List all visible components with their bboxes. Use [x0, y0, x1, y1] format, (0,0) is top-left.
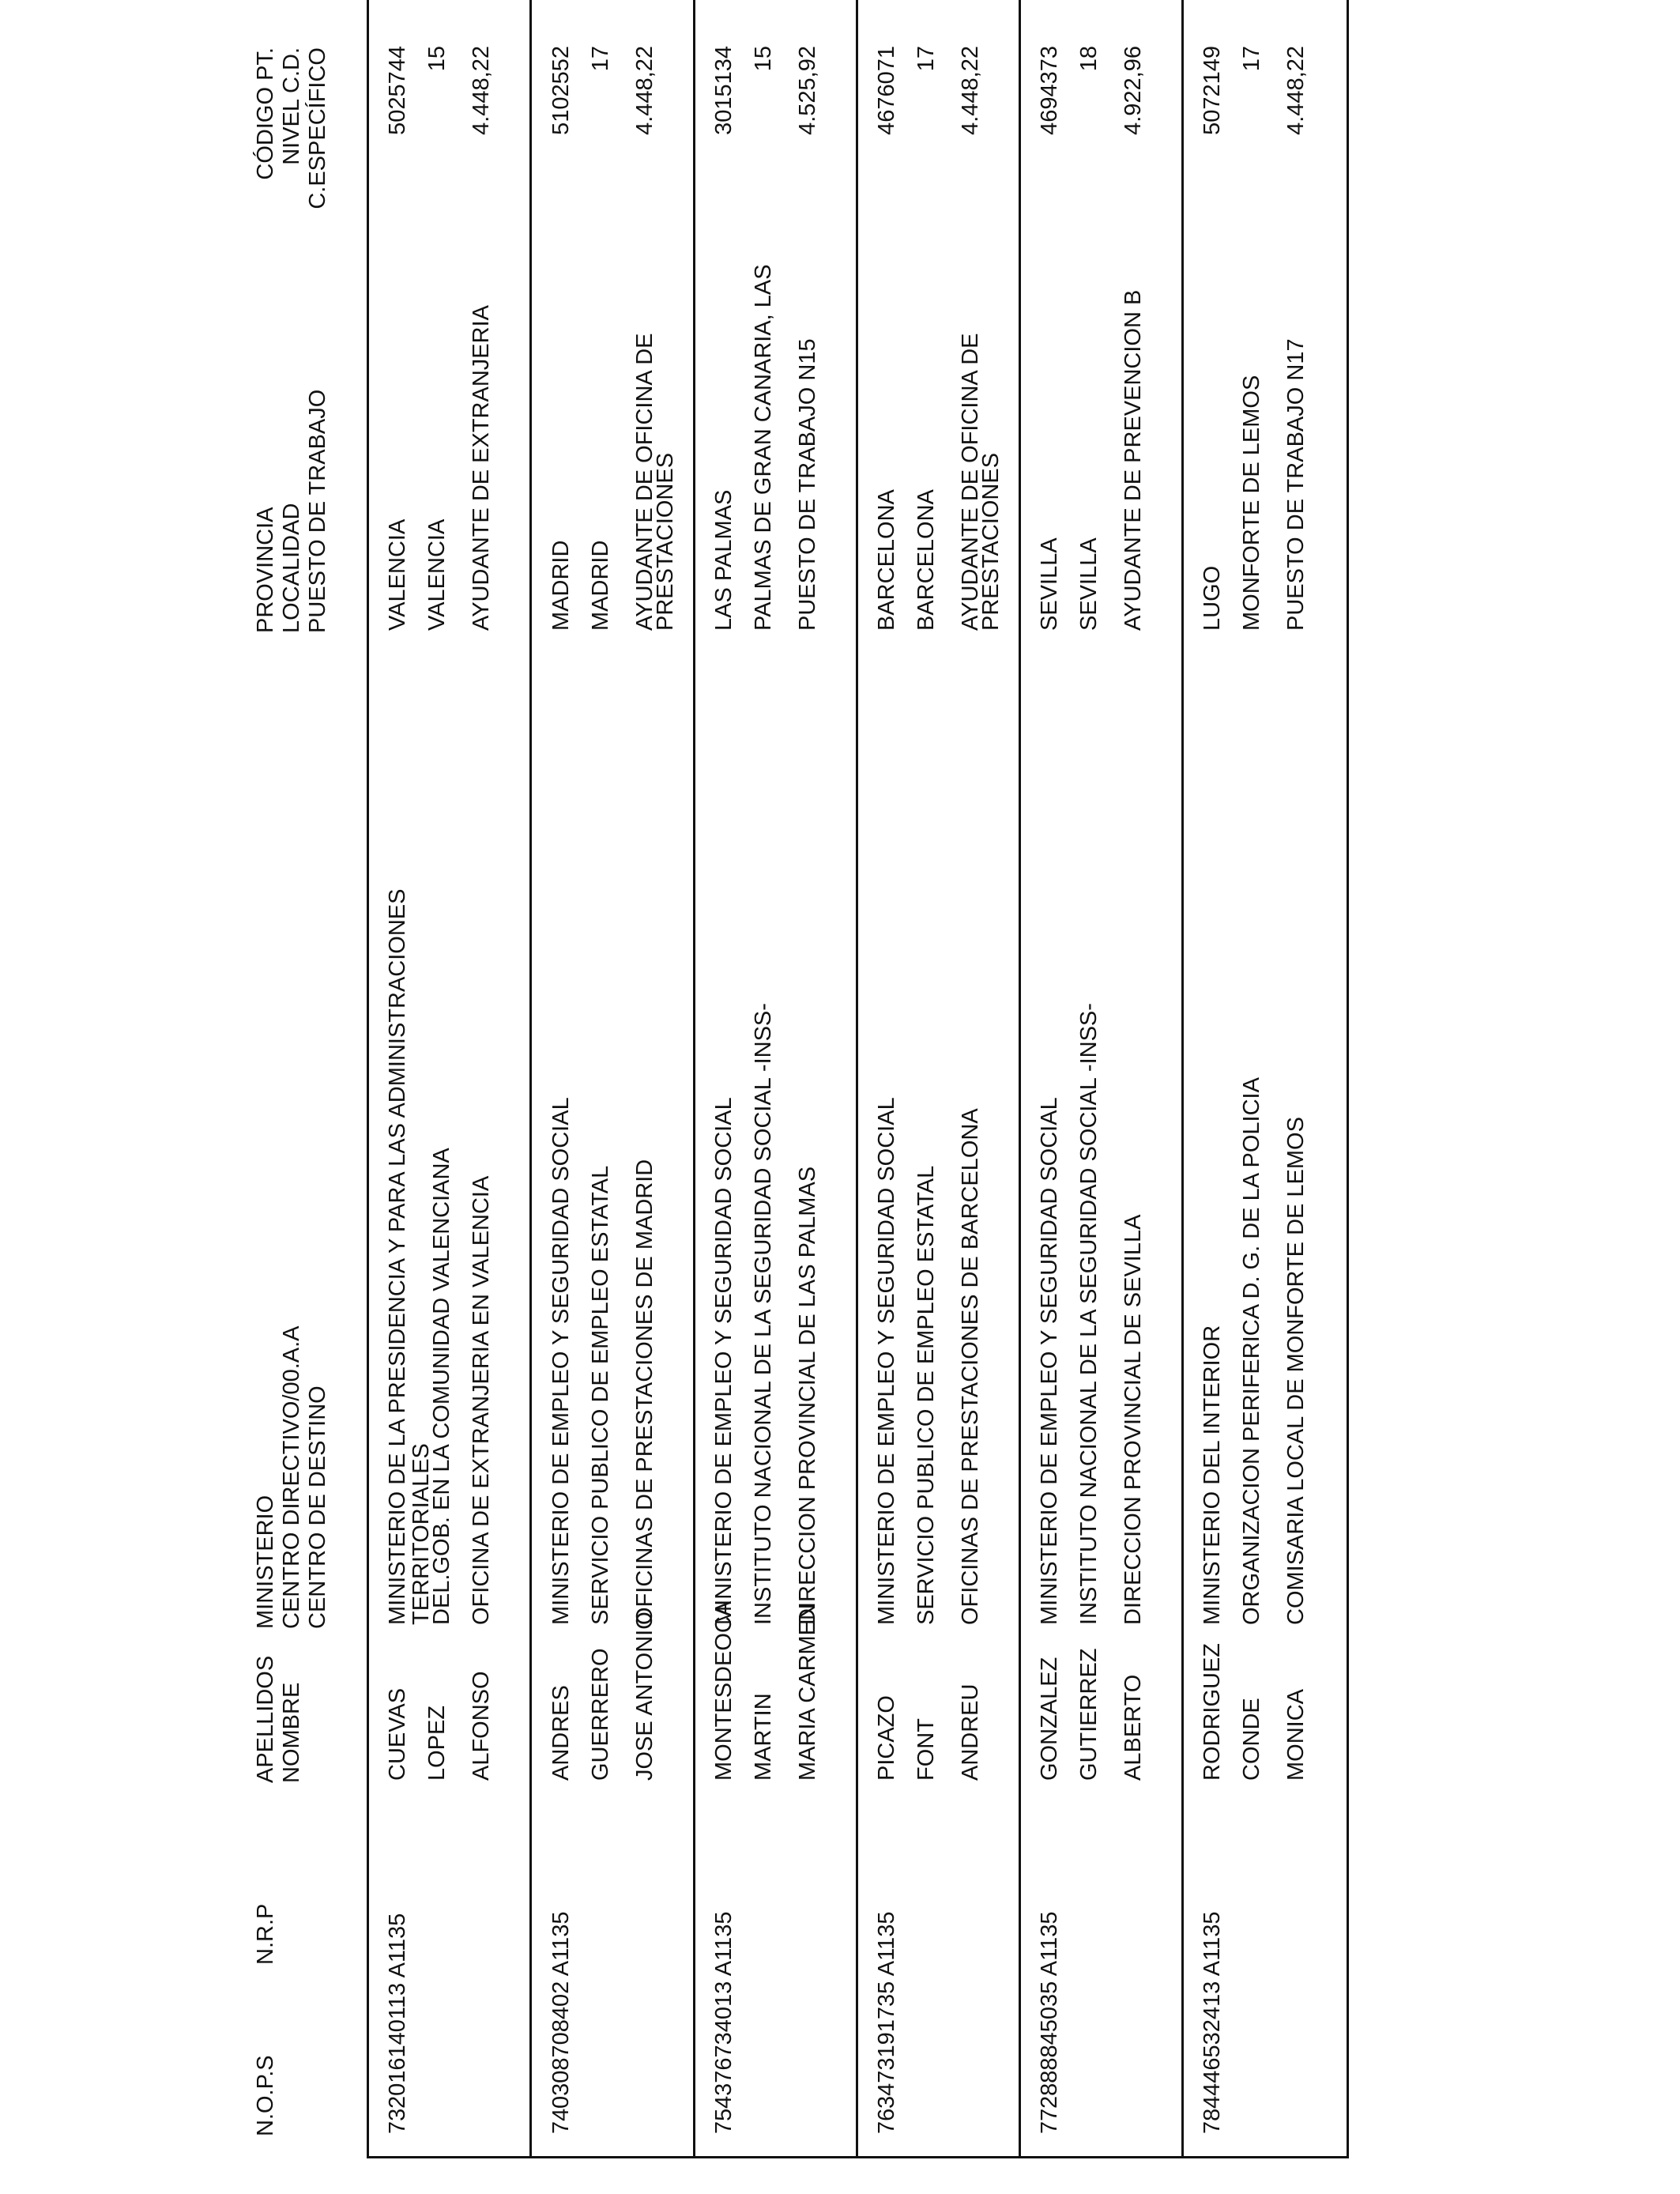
row-number: 78: [1200, 2108, 1225, 2134]
table-row: [1184, 0, 1347, 2156]
table-row: [1021, 0, 1184, 2156]
row-nivel: 17: [1239, 46, 1264, 72]
row-nombre: ALBERTO: [1121, 1674, 1146, 1781]
row-localidad: BARCELONA: [913, 489, 939, 631]
row-nrp: 2016140113 A1135: [385, 1913, 410, 2109]
row-nivel: 18: [1076, 46, 1102, 72]
row-provincia: LUGO: [1200, 565, 1225, 631]
row-apellido2: FONT: [913, 1718, 939, 1781]
row-ministerio-line1: MINISTERIO DE EMPLEO Y SEGURIDAD SOCIAL: [1037, 1097, 1062, 1625]
row-especifico: 4.448,22: [958, 46, 983, 135]
row-centro-destino: DIRECCION PROVINCIAL DE SEVILLA: [1121, 1214, 1146, 1625]
row-puesto-line1: AYUDANTE DE OFICINA DE: [632, 333, 657, 631]
row-especifico: 4.448,22: [1283, 46, 1309, 135]
row-ministerio-line1: MINISTERIO DE LA PRESIDENCIA Y PARA LAS ADMINISTRACIONES: [385, 888, 410, 1625]
row-number: 77: [1037, 2108, 1062, 2134]
header-nops: N.O.P.S: [253, 2055, 278, 2136]
row-number: 75: [711, 2108, 736, 2134]
row-localidad: MONFORTE DE LEMOS: [1239, 375, 1264, 631]
row-apellido1: CUEVAS: [385, 1687, 410, 1781]
row-puesto-line1: AYUDANTE DE EXTRANJERIA: [469, 305, 494, 631]
row-codigo: 4676071: [874, 46, 899, 135]
row-ministerio-line2: TERRITORIALES: [409, 1443, 434, 1625]
header-codigo: CÓDIGO PT. NIVEL C.D. C.ESPECÍFICO: [253, 47, 330, 209]
row-codigo: 3015134: [711, 46, 736, 135]
row-ministerio-line1: MINISTERIO DE EMPLEO Y SEGURIDAD SOCIAL: [711, 1097, 736, 1625]
row-apellido2: LOPEZ: [424, 1705, 450, 1781]
row-nrp: 3473191735 A1135: [874, 1911, 899, 2109]
row-apellido2: GUERRERO: [588, 1648, 613, 1781]
row-nombre: MARIA CARMEN: [795, 1604, 820, 1781]
row-ministerio-line1: MINISTERIO DEL INTERIOR: [1200, 1325, 1225, 1625]
row-apellido1: ANDRES: [548, 1685, 574, 1781]
row-ministerio-line1: MINISTERIO DE EMPLEO Y SEGURIDAD SOCIAL: [548, 1097, 574, 1625]
row-number: 74: [548, 2108, 574, 2134]
row-nivel: 15: [424, 46, 450, 72]
row-localidad: VALENCIA: [424, 518, 450, 631]
row-apellido1: PICAZO: [874, 1695, 899, 1781]
row-localidad: MADRID: [588, 540, 613, 631]
row-number: 76: [874, 2108, 899, 2134]
row-centro-destino: OFICINA DE EXTRANJERIA EN VALENCIA: [469, 1175, 494, 1625]
row-localidad: PALMAS DE GRAN CANARIA, LAS: [751, 264, 776, 631]
row-centro-destino: DIRECCION PROVINCIAL DE LAS PALMAS: [795, 1166, 820, 1625]
row-localidad: SEVILLA: [1076, 537, 1102, 631]
row-nrp: 4446532413 A1135: [1200, 1911, 1225, 2109]
row-centro-destino: OFICINAS DE PRESTACIONES DE BARCELONA: [958, 1108, 983, 1625]
row-nivel: 15: [751, 46, 776, 72]
table-row: [369, 0, 532, 2156]
row-nivel: 17: [913, 46, 939, 72]
row-apellido1: RODRIGUEZ: [1200, 1643, 1225, 1781]
row-puesto-line2: PRESTACIONES: [653, 452, 678, 631]
header-nrp: N.R.P: [253, 1903, 278, 1965]
row-codigo: 5102552: [548, 46, 574, 135]
row-provincia: MADRID: [548, 540, 574, 631]
row-apellido1: MONTESDEOCA: [711, 1600, 736, 1781]
row-centro-destino: COMISARIA LOCAL DE MONFORTE DE LEMOS: [1283, 1117, 1309, 1625]
row-especifico: 4.448,22: [632, 46, 657, 135]
table-row: [695, 0, 858, 2156]
row-centro-directivo: ORGANIZACION PERIFERICA D. G. DE LA POLICIA: [1239, 1077, 1264, 1625]
row-puesto-line2: PRESTACIONES: [978, 452, 1004, 631]
row-nrp: 2888845035 A1135: [1037, 1911, 1062, 2109]
row-apellido1: GONZALEZ: [1037, 1657, 1062, 1781]
row-apellido2: GUTIERREZ: [1076, 1648, 1102, 1781]
row-provincia: VALENCIA: [385, 518, 410, 631]
row-codigo: 5072149: [1200, 46, 1225, 135]
row-ministerio-line1: MINISTERIO DE EMPLEO Y SEGURIDAD SOCIAL: [874, 1097, 899, 1625]
row-puesto-line1: AYUDANTE DE OFICINA DE: [958, 333, 983, 631]
row-nrp: 4376734013 A1135: [711, 1911, 736, 2109]
row-centro-destino: OFICINAS DE PRESTACIONES DE MADRID: [632, 1159, 657, 1625]
row-nombre: ALFONSO: [469, 1671, 494, 1781]
row-puesto-line1: PUESTO DE TRABAJO N17: [1283, 338, 1309, 631]
row-apellido2: CONDE: [1239, 1698, 1264, 1781]
row-especifico: 4.448,22: [469, 46, 494, 135]
row-number: 73: [385, 2108, 410, 2134]
row-provincia: LAS PALMAS: [711, 489, 736, 631]
row-puesto-line1: PUESTO DE TRABAJO N15: [795, 338, 820, 631]
table-row: [858, 0, 1021, 2156]
row-codigo: 5025744: [385, 46, 410, 135]
table-row: [533, 0, 695, 2156]
row-nombre: JOSE ANTONIO: [632, 1612, 657, 1781]
header-ministerio: MINISTERIO CENTRO DIRECTIVO/00.A.A CENTRO DE DESTINO: [253, 1325, 330, 1629]
row-especifico: 4.525,92: [795, 46, 820, 135]
header-provincia: PROVINCIA LOCALIDAD PUESTO DE TRABAJO: [253, 389, 330, 633]
row-provincia: BARCELONA: [874, 489, 899, 631]
row-nombre: ANDREU: [958, 1683, 983, 1781]
row-centro-directivo: INSTITUTO NACIONAL DE LA SEGURIDAD SOCIAL -INSS-: [1076, 1003, 1102, 1625]
row-nivel: 17: [588, 46, 613, 72]
row-nrp: 0308708402 A1135: [548, 1911, 574, 2109]
row-centro-directivo: DEL.GOB. EN LA COMUNIDAD VALENCIANA: [429, 1148, 454, 1625]
header-apellidos-nombre: APELLIDOS NOMBRE: [253, 1655, 304, 1783]
records-table: [367, 0, 1349, 2158]
row-codigo: 4694373: [1037, 46, 1062, 135]
row-apellido2: MARTIN: [751, 1693, 776, 1781]
row-especifico: 4.922,96: [1121, 46, 1146, 135]
row-provincia: SEVILLA: [1037, 537, 1062, 631]
row-centro-directivo: INSTITUTO NACIONAL DE LA SEGURIDAD SOCIAL -INSS-: [751, 1003, 776, 1625]
row-nombre: MONICA: [1283, 1689, 1309, 1781]
row-centro-directivo: SERVICIO PUBLICO DE EMPLEO ESTATAL: [913, 1165, 939, 1625]
row-centro-directivo: SERVICIO PUBLICO DE EMPLEO ESTATAL: [588, 1165, 613, 1625]
row-puesto-line1: AYUDANTE DE PREVENCION B: [1121, 289, 1146, 631]
